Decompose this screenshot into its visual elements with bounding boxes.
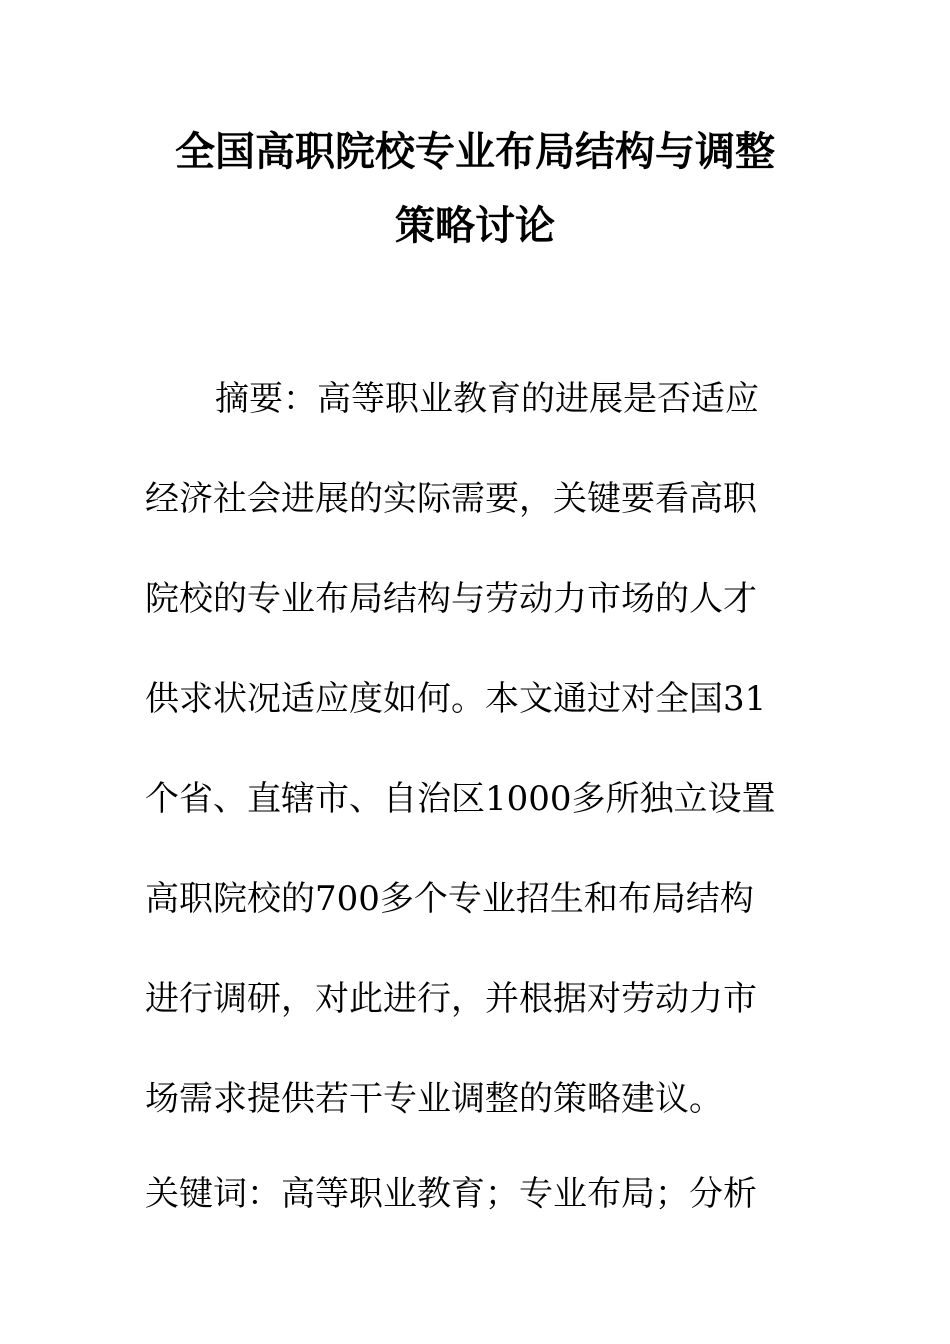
abstract-line-5: 个省、直辖市、自治区1000多所独立设置 xyxy=(145,779,776,819)
title-line-1: 全国高职院校专业布局结构与调整 xyxy=(175,129,775,175)
abstract-line-7: 进行调研，对此进行，并根据对劳动力市 xyxy=(145,979,757,1019)
abstract-line-2: 经济社会进展的实际需要，关键要看高职 xyxy=(145,479,757,519)
abstract-line-6: 高职院校的700多个专业招生和布局结构 xyxy=(145,879,754,919)
abstract-line-8: 场需求提供若干专业调整的策略建议。 xyxy=(145,1079,723,1119)
title-line-2: 策略讨论 xyxy=(395,203,555,249)
keywords-line: 关键词：高等职业教育；专业布局；分析 xyxy=(145,1174,757,1214)
abstract-line-1: 摘要：高等职业教育的进展是否适应 xyxy=(215,379,759,419)
abstract-line-3: 院校的专业布局结构与劳动力市场的人才 xyxy=(145,579,757,619)
abstract-line-4: 供求状况适应度如何。本文通过对全国31 xyxy=(145,679,767,719)
